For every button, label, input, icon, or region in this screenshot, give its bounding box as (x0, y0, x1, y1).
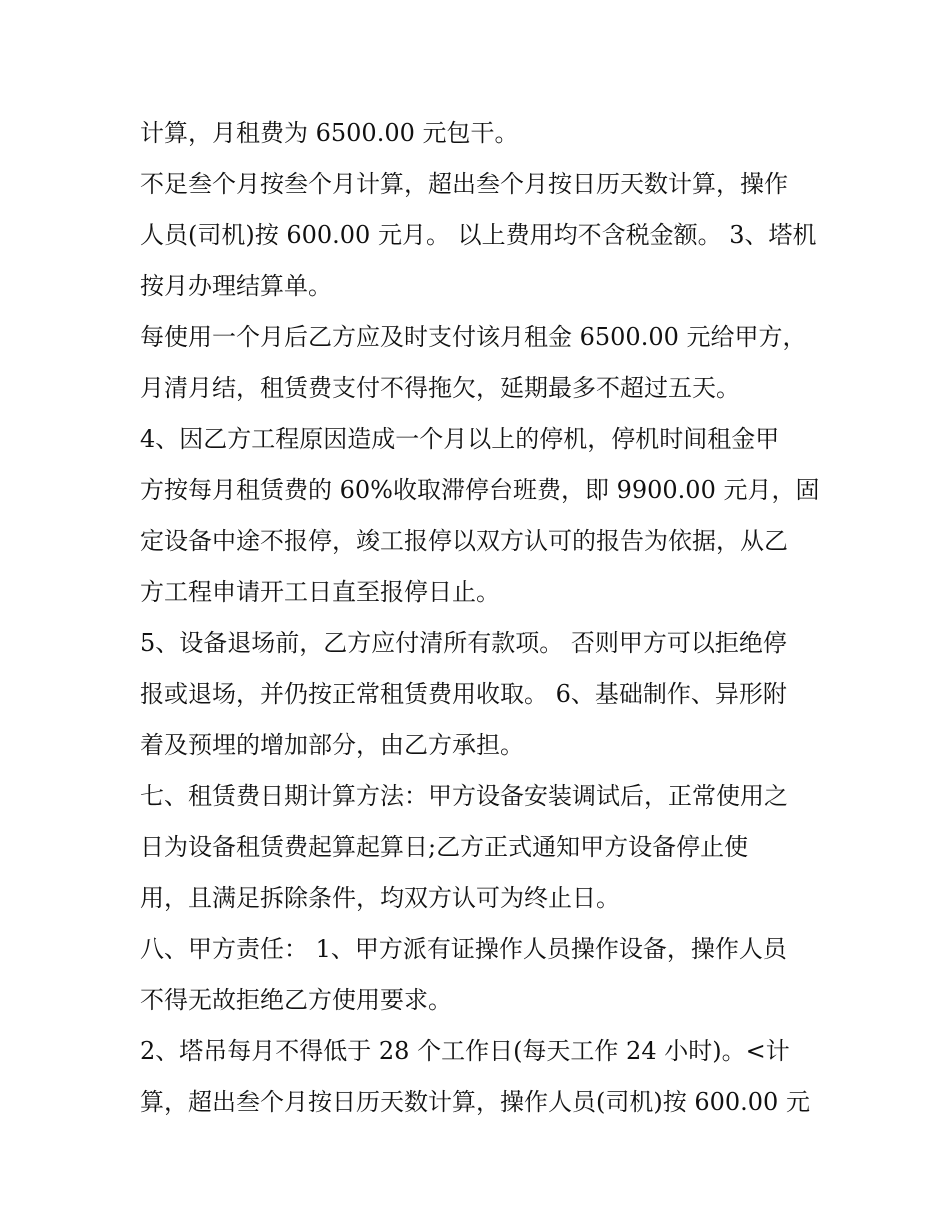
text-line: 每使用一个月后乙方应及时支付该月租金 6500.00 元给甲方， (140, 323, 807, 351)
text-line: 2、塔吊每月不得低于 28 个工作日(每天工作 24 小时)。<计 (140, 1037, 790, 1065)
text-line: 用，且满足拆除条件，均双方认可为终止日。 (140, 884, 620, 912)
text-line: 按月办理结算单。 (140, 272, 332, 300)
text-line: 七、租赁费日期计算方法：甲方设备安装调试后，正常使用之 (140, 782, 788, 810)
text-line: 5、设备退场前，乙方应付清所有款项。 否则甲方可以拒绝停 (140, 629, 787, 657)
text-line: 方工程申请开工日直至报停日止。 (140, 578, 500, 606)
text-line: 不得无故拒绝乙方使用要求。 (140, 986, 452, 1014)
text-line: 人员(司机)按 600.00 元月。 以上费用均不含税金额。 3、塔机 (140, 221, 817, 249)
text-line: 着及预埋的增加部分，由乙方承担。 (140, 731, 524, 759)
text-line: 定设备中途不报停，竣工报停以双方认可的报告为依据，从乙 (140, 527, 788, 555)
text-line: 计算，月租费为 6500.00 元包干。 (140, 119, 519, 147)
text-line: 八、甲方责任： 1、甲方派有证操作人员操作设备，操作人员 (140, 935, 787, 963)
text-line: 报或退场，并仍按正常租赁费用收取。 6、基础制作、异形附 (140, 680, 787, 708)
text-line: 月清月结，租赁费支付不得拖欠，延期最多不超过五天。 (140, 374, 740, 402)
text-line: 方按每月租赁费的 60%收取滞停台班费，即 9900.00 元月，固 (140, 476, 820, 504)
text-line: 不足叁个月按叁个月计算，超出叁个月按日历天数计算，操作 (140, 170, 788, 198)
document-body (140, 108, 830, 1128)
text-line: 4、因乙方工程原因造成一个月以上的停机，停机时间租金甲 (140, 425, 780, 453)
text-line: 算，超出叁个月按日历天数计算，操作人员(司机)按 600.00 元 (140, 1088, 810, 1116)
text-line: 日为设备租赁费起算起算日;乙方正式通知甲方设备停止使 (140, 833, 749, 861)
